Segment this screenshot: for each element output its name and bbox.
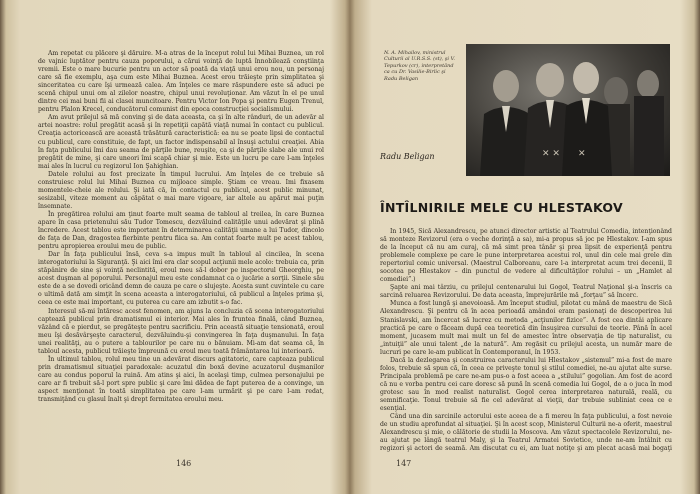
photo-credit: Radu Beligan — [380, 152, 435, 161]
paragraph: Dar în faţa publicului însă, ceva s-a impus mult în tabloul al cincilea, în scena interogatoriului la Siguranţă. Şi aici îmi era clar scopul acţiunii mele acolo: trebuia ca, prin stăpânire de sine şi voinţă neclintită, eroul meu să-l dobor pe inspectorul Gheorghiu, pe acest duşman al poporului. Personajul meu este condamnat ca o jucărie a sorţii. Sinele său este de a se dovedi oricând demn de cauza pe care o slujeşte. Acesta sunt cuvintele cu care o ultimă dată am simţit în scena aceasta a interogatoriului, că publicul a înţeles prima şi, ceea ce este mai important, cu puterea cu care am izbutit s-o fac. — [38, 251, 324, 307]
left-page-text — [38, 50, 324, 404]
svg-text:✕ ✕: ✕ ✕ — [542, 149, 560, 159]
photo-caption: N. A. Mihailov, ministrul Culturii al U.R.S.S. (st), şi V. Tepurkov (cr), interpretând ca cu Dr. Vasilie-Birlic şi Radu Beligan — [384, 50, 455, 82]
paragraph: Am avut prilejul să mă conving şi de data aceasta, ca şi în alte rânduri, de un adevăr al artei noastre: rolul pregătit acasă şi în repetiţii capătă viaţă numai în contact cu publicul. Creaţia actoricească are această trăsătură caracteristică: ea nu se poate lipsi de contactul cu publicul, care constituie, de fapt, un factor indispensabil al însuşi actului creaţiei. Abia în faţa publicului îmi dau seama de părţile bune, reuşite, ca şi de părţile slabe ale unui rol pregătit de mine, şi care uneori îmi scapă chiar şi mie. Este un lucru pe care l-am înţeles mai ales în lucrul cu regizorul Ion Şahighian. — [38, 114, 324, 170]
chapter-title: ÎNTÎLNIRILE MELE CU HLESTAKOV — [380, 200, 623, 215]
paragraph: Datele rolului au fost precizate în timpul lucrului. Am înţeles de ce trebuie să construiesc rolul lui Mihai Buznea cu mijloace simple. Ştiam ce vreau. Imi fixasem momentele-cheie ale rolului. Şi iată că, în contactul cu publicul, acest public minunat, sesizabil, viteze moment au căpătat o mai mare vigoare, iar altele au apărut mai puţin însemnate. — [38, 170, 324, 210]
page-number: 147 — [396, 459, 412, 468]
paragraph: Munca a fost lungă şi anevoioasă. Am început studiul, pilotat cu mână de maestru de Sică Alexandrescu. Şi pentru că în acea perioadă amândoi eram pasionaţi de descoperirea lui Stanislavski, am încercat să lucrez cu metoda „acţiunilor fizice”. A fost cea dintâi aplicare practică pe care o făceam după cea teoretică din însuşirea cursului de teorie. Până în acel moment, jucasem mult mai mult un fel de amestec între observaţia de tip naturalist, cu „intuiţii” ale unui talent „de la natură”. Am regăsit cu prilejul acesta, un număr mare de lucruri pe care le-am publicat în Contemporanul, în 1953. — [380, 300, 672, 356]
paragraph: Interesul să-mi întăresc acest fenomen, am ajuns la concluzia că scena interogatoriului captează publicul prin dramatismul ei interior. Mai ales în fruntea finală, când Buznea, văzând că e pierdut, se pregăteşte pentru sacrificiu. Prin această situaţie tensionată, eroul meu îşi desăvârşeşte caracterul, dezvăluindu-şi convingerea în faţa duşmanului. În faţa unei realităţi, au o putere a tablourilor pe care nu o bănuiam. Mi-am dat seama că, în tabloul acesta, publicul trăieşte împreună cu eroul meu toată frământarea lui interioară. — [38, 307, 324, 355]
paragraph: Dacă la dezlegarea şi construirea caracterului lui Hlestakov „sistemul” mi-a fost de mare folos, trebuie să spun că, în ceea ce priveşte tonul şi stilul comediei, ne-au ajutat alte surse. Principala problemă pe care ne-am pus-o a fost aceea a „stilului” gogolian. Am fost de acord că nu e vorba pentru cei care doresc să pună în scenă comedia lui Gogol, de a o juca în mod grotesc sau în mod realist naturalist. Gogol cerea interpretarea naturală, reală, cu semnificaţie. Tonul trebuie să fie cel adevărat al vieţii, dar trebuie subliniat ceea ce e esenţial. — [380, 356, 672, 413]
paragraph: Am repetat cu plăcere şi dăruire. M-a atras de la început rolul lui Mihai Buznea, un rol de vajnic luptător pentru cauza poporului, a cărui voinţă de luptă înnobilează conştiinţa vremii. Este o mare bucurie pentru un actor să poată da viaţă unui erou nou, un personaj care să fie exemplu, aşa cum este Mihai Buznea. Acest erou trăieşte prin simplitatea şi sinceritatea cu care îşi urmează calea. Am înţeles ce mare răspundere este să aduci pe scenă chipul unui om al zilelor noastre, chipul unui revoluţionar. Am văzut în el pe unul dintre cei mai buni fii ai clasei muncitoare. Pentru Victor Ion Popa şi pentru Eugen Trenul, pentru Plalon Krecel, conducătorul comunist din epoca construcţiei socialismului. — [38, 50, 324, 114]
paragraph: Şapte ani mai târziu, cu prilejul centenarului lui Gogol, Teatrul Naţional şi-a înscris ca sarcină reluarea Revizorului. De data aceasta, împrejurările mă „forţau” să încerc. — [380, 284, 672, 300]
group-photo — [466, 44, 670, 176]
paragraph: În 1945, Sică Alexandrescu, pe atunci director artistic al Teatrului Comedia, intenţionând să monteze Revizorul (era o veche dorinţă a sa), mi-a propus să joc pe Hlestakov. I-am spus de la început că nu am curaj, că mă simt prea tânăr şi prea lipsit de experienţă pentru problemele complexe pe care le pune interpretarea acestui rol, unul din cele mai grele din repertoriul comic universal. (Maestrul Calboreanu, care l-a interpretat acum trei decenii, îl socotea pe Hlestakov – din punctul de vedere al dificultăţilor rolului – un „Hamlet al comediei”.) — [380, 228, 672, 284]
paragraph: Când una din sarcinile actorului este aceea de a fi mereu în faţa publicului, a fost nevoie de un studiu aprofundat al situaţiei. Şi în acest scop, Ministerul Culturii ne-a oferit, maestrul Alexandrescu şi mie, o călătorie de studii la Moscova. Am văzut spectacolele Revizorului, ne-au ajutat pe lângă teatrul Maly, şi la Teatrul Armatei Sovietice, unde ne-am întâlnit cu regizori şi actori de seamă. Am discutat cu ei, am luat notiţe şi am plecat acasă mai bogaţi — [380, 413, 672, 452]
right-page-text — [380, 228, 672, 452]
paragraph: În ultimul tablou, rolul meu tine un adevărat discurs agitatoric, care capteaza publicul prin dramatismul situaţiei paradoxale: acuzatul din boxă devine acuzatorul duşmanilor care au condus poporul la ruină. Am atins şi aici, în acelaşi timp, culmea personajului pe care ar fi trebuit să-l port spre public şi care îmi dădea de fapt puterea de a convinge, un aspect menţionat în toată simplitatea pe care l-am urmărit şi pe care l-am redat, transmiţând cu glasul înalt şi drept fermitatea eroului meu. — [38, 355, 324, 404]
right-page — [350, 0, 700, 494]
page-number: 146 — [176, 459, 192, 468]
paragraph: În pregătirea rolului am ţinut foarte mult seama de tabloul al treilea, în care Buznea apare în casa prietenului său Tudor Tomescu, dezvăluind calităţile unui adevărat şi plină încredere. Acest tablou este important în determinarea calităţii umane a lui Tudor, dincolo de faţa de Dan, dragostea fierbinte pentru fiica sa. Am contat foarte mult pe acest tablou, pentru apropierea eroului meu de public. — [38, 210, 324, 251]
svg-text:✕: ✕ — [578, 149, 586, 159]
photo-figures-illustration — [466, 44, 670, 176]
photo-section — [380, 44, 670, 176]
